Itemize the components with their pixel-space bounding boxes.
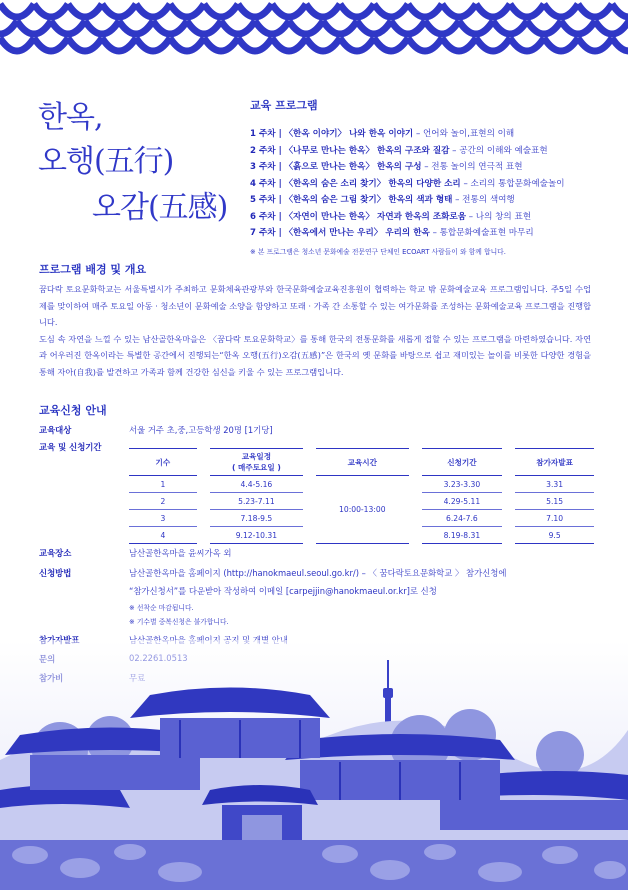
- col-apply: 신청기간: [422, 449, 502, 476]
- schedule-table: [129, 448, 594, 544]
- background-para-2: 도심 속 자연을 느낄 수 있는 남산골한옥마을은 〈꿈다락 토요문화학교〉를 통해 한국의 전통문화를 새롭게 접할 수 있는 프로그램을 마련하였습니다. 자연과 어우러진 한옥이라는 특별한 공간에서 진행되는“한옥 오행(五行)오감(五感)”은 한국의 옛 문화를 바탕으로 쉽고 재미있는 놀이를 비롯한 다양한 경험을 통해 자아(自我)를 발견하고 가족과 함께 건강한 심신을 키울 수 있는 프로그램입니다.: [39, 333, 591, 377]
- method-note-1: ※ 선착순 마감됩니다.: [129, 604, 194, 612]
- program-week-3: [250, 159, 610, 176]
- method-note-2: ※ 기수별 중복신청은 불가합니다.: [129, 618, 229, 626]
- week-title: 〈흙으로 만나는 한옥〉 한옥의 구성: [284, 162, 422, 172]
- week-label: 6 주차 |: [250, 211, 282, 222]
- cell-schedule: 9.12-10.31: [210, 527, 302, 544]
- program-week-5: [250, 192, 610, 209]
- week-desc: – 통합문화예술표현 마무리: [429, 228, 534, 238]
- background-text: [39, 281, 591, 381]
- program-note: ※ 본 프로그램은 청소년 문화예술 전문연구 단체인 ECOART 사람들이 와 함께 합니다.: [250, 247, 506, 256]
- program-week-6: [250, 209, 610, 226]
- cell-announce: 3.31: [515, 476, 594, 493]
- col-schedule: 교육일정 ( 매주토요일 ): [210, 449, 302, 476]
- cell-apply: 8.19-8.31: [422, 527, 502, 544]
- cell-announce: 7.10: [515, 510, 594, 527]
- program-section: [250, 97, 610, 256]
- place-value: 남산골한옥마을 윤씨가옥 외: [129, 548, 232, 558]
- week-desc: – 전통 놀이의 연극적 표현: [421, 162, 523, 172]
- cell-no: 3: [129, 510, 197, 527]
- cell-no: 4: [129, 527, 197, 544]
- period-label: 교육 및 신청기간: [39, 442, 102, 452]
- week-label: 3 주차 |: [250, 162, 282, 172]
- program-heading: 교육 프로그램: [250, 99, 318, 112]
- week-label: 4 주차 |: [250, 178, 282, 189]
- col-time: 교육시간: [316, 449, 408, 476]
- week-desc: – 언어와 놀이,표현의 이해: [413, 129, 515, 139]
- method-line-1: 남산골한옥마을 홈페이지 (http://hanokmaeul.seoul.go.kr/) – 〈 꿈다락토요문화학교 〉 참가신청에: [129, 568, 507, 578]
- program-week-4: [250, 176, 610, 193]
- week-desc: – 공간의 이해와 예술표현: [449, 145, 548, 156]
- week-label: 2 주차 |: [250, 145, 282, 156]
- cell-schedule: 4.4-5.16: [210, 476, 302, 493]
- week-desc: – 나의 창의 표현: [466, 211, 532, 222]
- hanok-village-illustration: [0, 640, 628, 890]
- method-line-2: “참가신청서”를 다운받아 작성하여 이메일 [carpejjin@hanokmaeul.or.kr]로 신청: [129, 586, 437, 596]
- col-announce: 참가자발표: [515, 449, 594, 476]
- wave-border: [0, 0, 628, 62]
- apply-heading: 교육신청 안내: [39, 404, 107, 417]
- cell-no: 2: [129, 493, 197, 510]
- cell-time: 10:00-13:00: [316, 476, 408, 544]
- week-desc: – 전통의 색여행: [452, 195, 515, 205]
- week-desc: – 소리의 통합문화예술놀이: [460, 178, 565, 189]
- cell-apply: 4.29-5.11: [422, 493, 502, 510]
- main-title: [30, 92, 230, 242]
- cell-announce: 9.5: [515, 527, 594, 544]
- week-title: 〈자연이 만나는 한옥〉 자연과 한옥의 조화로움: [284, 211, 467, 222]
- week-title: 〈나무로 만나는 한옥〉 한옥의 구조와 질감: [284, 145, 450, 156]
- title-line-3: 오감(五感): [92, 190, 228, 225]
- col-no: 기수: [129, 449, 197, 476]
- target-value: 서울 거주 초,중,고등학생 20명 [1기당]: [129, 425, 273, 435]
- week-title: 〈한옥의 숨은 그림 찾기〉 한옥의 색과 형태: [284, 195, 453, 205]
- cell-announce: 5.15: [515, 493, 594, 510]
- schedule-row: [129, 476, 594, 493]
- week-title: 〈한옥의 숨은 소리 찾기〉 한옥의 다양한 소리: [284, 178, 461, 189]
- program-week-2: [250, 143, 610, 160]
- background-para-1: 꿈다락 토요문화학교는 서울특별시가 주최하고 문화체육관광부와 한국문화예술교육진흥원이 협력하는 학교 밖 문화예술교육 프로그램입니다. 주5일 수업제를 맞이하여 매주 토요일 아동 · 청소년이 문화예술 소양을 함양하고 또래 · 가족 간 소통할 수 있는 여가문화를 조성하는 문화예술교육 프로그램을 진행합니다.: [39, 284, 591, 328]
- cell-schedule: 5.23-7.11: [210, 493, 302, 510]
- title-line-1: 한옥,: [38, 100, 103, 135]
- cell-apply: 6.24-7.6: [422, 510, 502, 527]
- cell-no: 1: [129, 476, 197, 493]
- cell-schedule: 7.18-9.5: [210, 510, 302, 527]
- week-label: 7 주차 |: [250, 228, 282, 238]
- week-title: 〈한옥에서 만나는 우리〉 우리의 한옥: [284, 228, 430, 238]
- week-label: 5 주차 |: [250, 195, 282, 205]
- method-label: 신청방법: [39, 568, 72, 578]
- target-label: 교육대상: [39, 425, 72, 435]
- program-week-7: [250, 225, 610, 242]
- cell-apply: 3.23-3.30: [422, 476, 502, 493]
- week-title: 〈한옥 이야기〉 나와 한옥 이야기: [284, 129, 414, 139]
- week-label: 1 주차 |: [250, 129, 282, 139]
- place-label: 교육장소: [39, 548, 72, 558]
- background-heading: 프로그램 배경 및 개요: [39, 263, 147, 276]
- program-week-1: [250, 126, 610, 143]
- title-line-2: 오행(五行): [38, 144, 174, 179]
